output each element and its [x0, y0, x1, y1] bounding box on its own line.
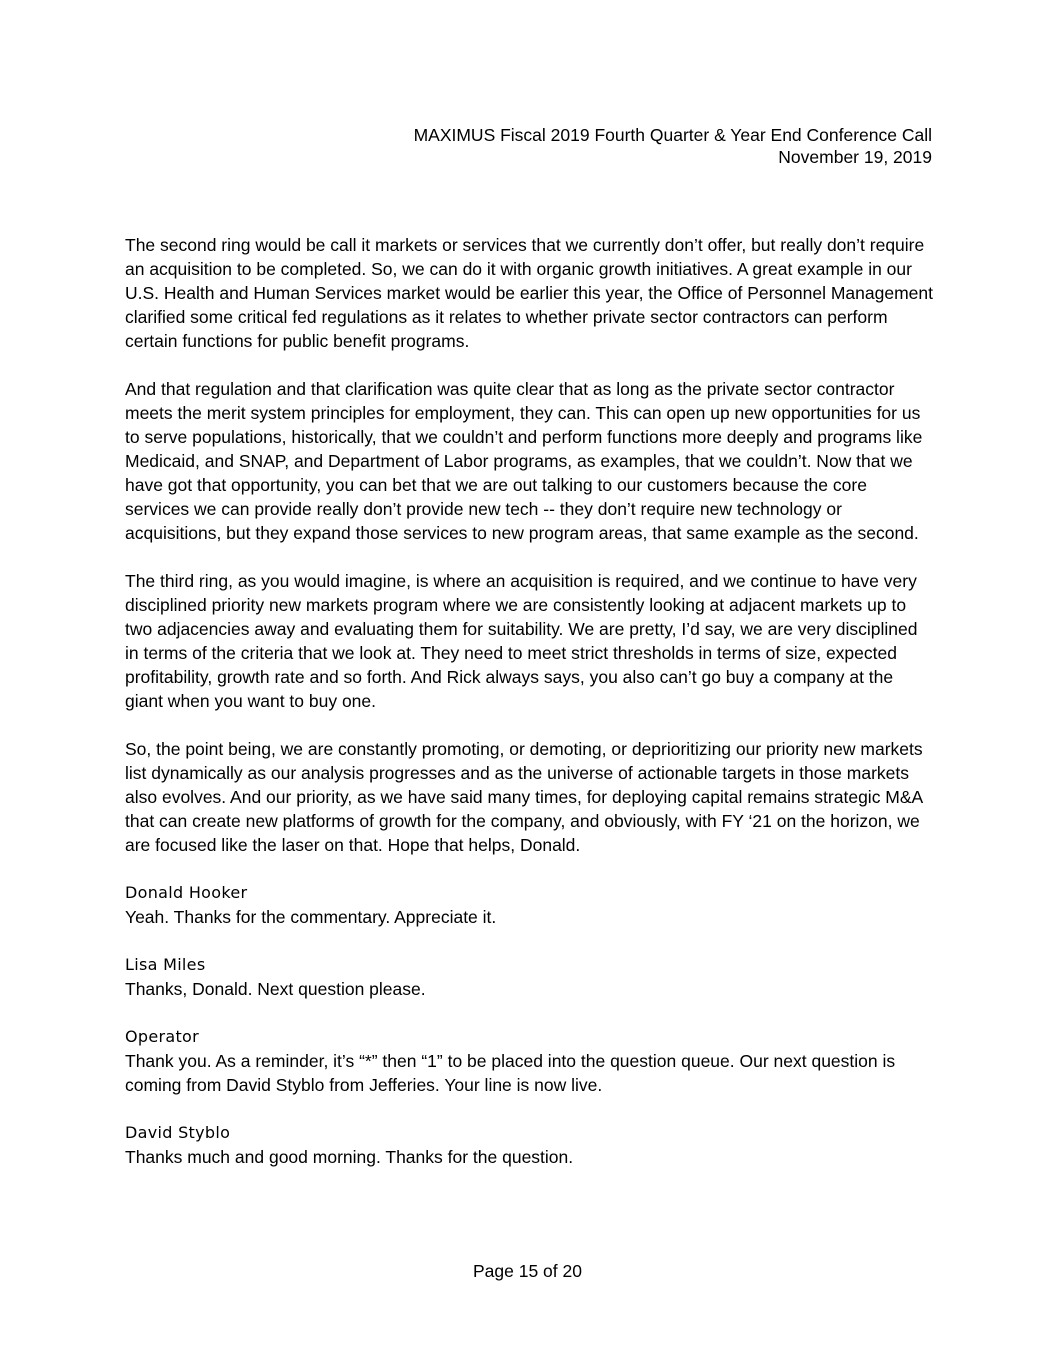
page-number: Page 15 of 20: [473, 1261, 582, 1281]
speaker-name: Donald Hooker: [125, 883, 248, 902]
paragraph: And that regulation and that clarification was quite clear that as long as the private sector contractor meets the merit system principles for employment, they can. This can open up new opportunities for us to serve populations, historically, that we couldn’t and perform functions more deeply and programs like Medicaid, and SNAP, and Department of Labor programs, as examples, that we couldn’t. Now that we have got that opportunity, you can bet that we are out talking to our customers because the core services we can provide really don’t provide new tech -- they don’t require new technology or acquisitions, but they expand those services to new program areas, that same example as the second.: [125, 379, 923, 543]
page-footer: [0, 1260, 1055, 1282]
paragraph: So, the point being, we are constantly promoting, or demoting, or deprioritizing our priority new markets list dynamically as our analysis progresses and as the universe of actionable targets in those markets also evolves. And our priority, as we have said many times, for deploying capital remains strategic M&A that can create new platforms of growth for the company, and obviously, with FY ‘21 on the horizon, we are focused like the laser on that. Hope that helps, Donald.: [125, 739, 923, 855]
speaker-text: Thanks much and good morning. Thanks for the question.: [125, 1147, 574, 1167]
speaker-name: David Styblo: [125, 1123, 231, 1142]
speaker-text: Yeah. Thanks for the commentary. Appreciate it.: [125, 907, 497, 927]
document-date: November 19, 2019: [778, 147, 932, 167]
speaker-turn: [125, 1025, 935, 1097]
paragraph: The third ring, as you would imagine, is where an acquisition is required, and we continue to have very disciplined priority new markets program where we are consistently looking at adjacent markets up to two adjacencies away and evaluating them for suitability. We are pretty, I’d say, we are very disciplined in terms of the criteria that we look at. They need to meet strict thresholds in terms of size, expected profitability, growth rate and so forth. And Rick always says, you also can’t go buy a company at the giant when you want to buy one.: [125, 571, 918, 711]
speaker-turn: [125, 1121, 935, 1169]
document-title: MAXIMUS Fiscal 2019 Fourth Quarter & Year End Conference Call: [413, 125, 932, 145]
speaker-text: Thanks, Donald. Next question please.: [125, 979, 426, 999]
speaker-name: Operator: [125, 1027, 200, 1046]
transcript-body: [125, 233, 935, 1193]
speaker-text: Thank you. As a reminder, it’s “*” then “1” to be placed into the question queue. Our next question is coming from David Styblo from Jefferies. Your line is now live.: [125, 1051, 896, 1095]
speaker-turn: [125, 953, 935, 1001]
page-header: [414, 124, 932, 168]
speaker-turn: [125, 881, 935, 929]
paragraph: The second ring would be call it markets or services that we currently don’t offer, but really don’t require an acquisition to be completed. So, we can do it with organic growth initiatives. A great example in our U.S. Health and Human Services market would be earlier this year, the Office of Personnel Management clarified some critical fed regulations as it relates to whether private sector contractors can perform certain functions for public benefit programs.: [125, 235, 933, 351]
speaker-name: Lisa Miles: [125, 955, 206, 974]
